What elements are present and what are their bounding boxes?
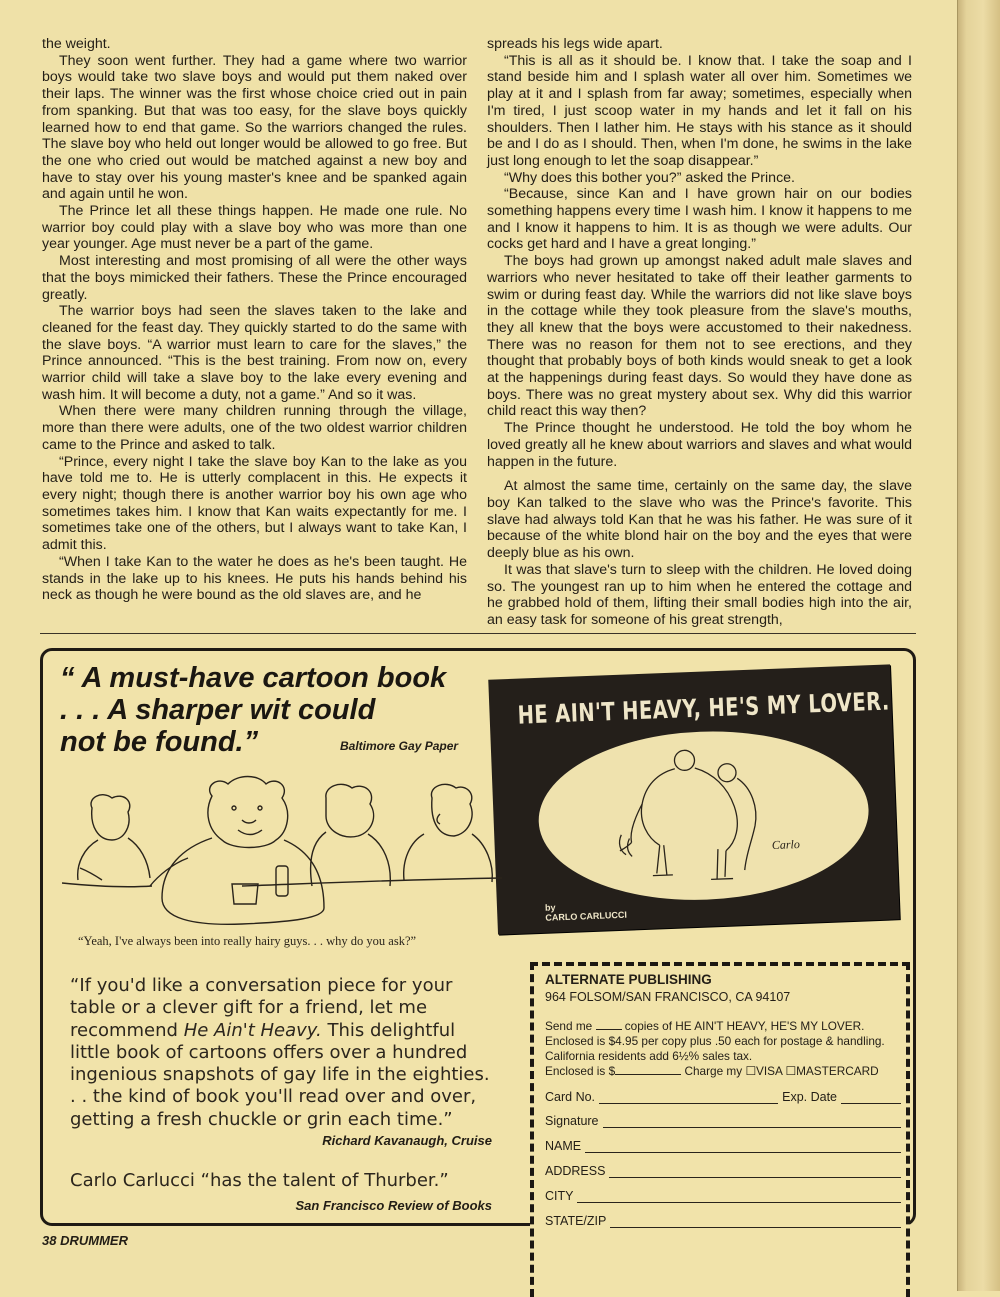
state-zip-label: STATE/ZIP bbox=[545, 1214, 607, 1228]
book-cover-byline bbox=[545, 900, 627, 923]
headline-line: “ A must-have cartoon book bbox=[60, 662, 447, 694]
address-field[interactable] bbox=[609, 1166, 901, 1178]
copies-of-label: copies of bbox=[624, 1019, 672, 1033]
article-paragraph: “Why does this bother you?” asked the Prince. bbox=[504, 169, 795, 186]
visa-checkbox[interactable]: ☐ bbox=[745, 1064, 757, 1078]
cartoon-caption: “Yeah, I've always been into really hairy guys. . . why do you ask?” bbox=[78, 934, 417, 948]
book-cover bbox=[488, 664, 899, 934]
review-quote bbox=[70, 975, 494, 1131]
send-me-label: Send me bbox=[545, 1019, 593, 1033]
coupon-book-title: HE AIN'T HEAVY, HE'S MY LOVER. bbox=[675, 1019, 865, 1033]
article-paragraph: the weight. bbox=[42, 36, 111, 52]
publisher-address: 964 FOLSOM/SAN FRANCISCO, CA 94107 bbox=[545, 990, 791, 1004]
page-edge bbox=[957, 0, 1000, 1291]
article-paragraph: It was that slave's turn to sleep with the children. He loved doing so. The youngest ran up to him when he entered the cottage and he grabbed hold of them, lifting their small bodies high into the air, an easy task for someone of his great strength, bbox=[487, 561, 912, 628]
signature-row bbox=[545, 1114, 901, 1128]
article-paragraph: spreads his legs wide apart. bbox=[487, 36, 663, 52]
charge-my-label: Charge my bbox=[684, 1064, 743, 1078]
card-number-row bbox=[545, 1090, 901, 1104]
name-field[interactable] bbox=[585, 1141, 901, 1153]
article-paragraph: “Prince, every night I take the slave boy Kan to the lake as you have told me to. He is utterly complacent in this. He expects it every night; though there is another warrior boy his own age who sometimes takes him. I know that Kan waits expectantly for me. I sometimes take one of the others, but I always want to take Kan, I admit this. bbox=[42, 453, 467, 554]
book-cover-title: HE AIN'T HEAVY, HE'S MY LOVER. bbox=[517, 686, 891, 730]
price-line: Enclosed is $4.95 per copy plus .50 each for postage & handling. California residents add 6½% sales tax. bbox=[545, 1034, 885, 1063]
publisher-name: ALTERNATE PUBLISHING bbox=[545, 972, 712, 987]
city-field[interactable] bbox=[577, 1191, 901, 1203]
address-label: ADDRESS bbox=[545, 1164, 606, 1178]
mastercard-checkbox[interactable]: ☐ bbox=[785, 1064, 797, 1078]
signature-label: Signature bbox=[545, 1114, 599, 1128]
article-paragraph: The warrior boys had seen the slaves taken to the lake and cleaned for the feast day. They quickly started to do the same with the slave boys. “A warrior must learn to care for the slaves,” the Prince announced. “This is the best training. From now on, every warrior child will take a slave boy to the lake every evening and wash him. It will become a duty, not a game.” And so it was. bbox=[42, 303, 467, 403]
quote-text-end: This delightful little book of cartoons offers over a hundred ingenious snapshots of gay life in the eighties. . . the kind of book you'll read over and over, getting a fresh chuckle or grin each time.” bbox=[70, 1019, 490, 1130]
card-number-field[interactable] bbox=[599, 1092, 778, 1104]
article-paragraph: “Because, since Kan and I have grown hair on our bodies something happens every time I wash him. I know it happens to me and I know it happens to him. It is as though we were adults. Our cocks get hard and I have a great longing.” bbox=[487, 186, 912, 253]
article-column-right bbox=[487, 36, 912, 629]
state-zip-row bbox=[545, 1214, 901, 1228]
article-column-left bbox=[42, 36, 467, 604]
article-paragraph: The Prince thought he understood. He told the boy whom he loved greatly all he knew about warriors and slaves and what would happen in the future. bbox=[487, 420, 912, 470]
headline-line: not be found.” bbox=[60, 726, 259, 758]
exp-date-label: Exp. Date bbox=[782, 1090, 837, 1104]
quote-2-source: San Francisco Review of Books bbox=[295, 1198, 492, 1213]
page-footer: 38 DRUMMER bbox=[42, 1233, 128, 1248]
quote-book-title: He Ain't Heavy. bbox=[183, 1019, 322, 1041]
city-row bbox=[545, 1189, 901, 1203]
article-paragraph: “This is all as it should be. I know that. I take the soap and I stand beside him and I splash water all over him. Sometimes we play at it and I splash from far away; sometimes, especially when I'm tired, I just scoop water in my hands and let it fall on his shoulders. Then I lather him. He stays with his stance as it should be and I do as I should. Then, when I'm done, he swims in the lake just long enough to let the soap disappear.” bbox=[487, 52, 912, 169]
cover-signature: Carlo bbox=[771, 836, 801, 853]
book-cover-illustration bbox=[536, 725, 872, 906]
cartoon-drawing bbox=[62, 768, 502, 928]
by-label: by bbox=[544, 902, 556, 913]
copies-field[interactable] bbox=[596, 1029, 622, 1030]
article-paragraph: “When I take Kan to the water he does as he's been taught. He stands in the lake up to his knees. He puts his hands behind his neck as though he were bound as the old slaves are, and he bbox=[42, 553, 467, 604]
quote-source: Richard Kavanaugh, Cruise bbox=[322, 1133, 492, 1148]
signature-field[interactable] bbox=[603, 1116, 901, 1128]
article-paragraph: Most interesting and most promising of all were the other ways that the boys mimicked their fathers. These the Prince encouraged greatly. bbox=[42, 253, 467, 303]
embracing-figures-drawing bbox=[536, 725, 872, 906]
quote-text-start: “If you'd like a conversation piece for your table or a clever gift for a friend, let me recommend bbox=[70, 975, 453, 1041]
exp-date-field[interactable] bbox=[841, 1092, 901, 1104]
article-paragraph: The boys had grown up amongst naked adult male slaves and warriors who never hesitated to take off their leather garments to swim or during feast day. While the warriors did not like slave boys in the cottage while they took pleasure from the slave's mouths, they all knew that the boys were accustomed to their nakedness. There was no reason for them not to see erections, and they thought that probably boys of both kinds would sneak to get a look at the happenings during feast days. So would they have done as boys. There was no great mystery about sex. Why did this warrior child react this way then? bbox=[487, 253, 912, 420]
headline-line: . . . A sharper wit could bbox=[60, 694, 376, 726]
cover-author: CARLO CARLUCCI bbox=[545, 909, 628, 923]
enclosed-amount-field[interactable] bbox=[615, 1074, 681, 1075]
section-divider bbox=[40, 633, 916, 634]
article-paragraph: The Prince let all these things happen. He made one rule. No warrior boy could play with a slave boy who was more than one year younger. Age must never be a part of the game. bbox=[42, 203, 467, 253]
name-label: NAME bbox=[545, 1139, 582, 1153]
order-details bbox=[545, 1019, 901, 1079]
article-paragraph: They soon went further. They had a game where two warrior boys would take two slave boys and would put them naked over their laps. The winner was the first whose choice cried out in pain from spanking. But that was too easy, for the slave boys quickly learned how to end that game. So the warriors changed the rules. The slave boy who held out longer would be allowed to go free. But the one who cried out would be matched against a new boy and have to stay over his young master's knee and be spanked again and again until he won. bbox=[42, 52, 467, 203]
article-paragraph: When there were many children running through the village, more than there were adults, one of the two oldest warrior children came to the Prince and asked to talk. bbox=[42, 403, 467, 453]
name-row bbox=[545, 1139, 901, 1153]
headline-source: Baltimore Gay Paper bbox=[340, 739, 459, 753]
visa-label: VISA bbox=[756, 1064, 783, 1078]
address-row bbox=[545, 1164, 901, 1178]
city-label: CITY bbox=[545, 1189, 574, 1203]
state-zip-field[interactable] bbox=[610, 1216, 901, 1228]
card-no-label: Card No. bbox=[545, 1090, 596, 1104]
article-paragraph: At almost the same time, certainly on the same day, the slave boy Kan talked to the slave who was the Prince's favorite. This slave had always told Kan that he was his father. He was sure of it because of the white blond hair on the boy and the eyes that were deeply blue as his own. bbox=[487, 478, 912, 562]
order-coupon bbox=[530, 962, 910, 1297]
review-quote-2: Carlo Carlucci “has the talent of Thurber.” bbox=[70, 1170, 449, 1191]
enclosed-label: Enclosed is $ bbox=[545, 1064, 616, 1078]
mastercard-label: MASTERCARD bbox=[796, 1064, 879, 1078]
